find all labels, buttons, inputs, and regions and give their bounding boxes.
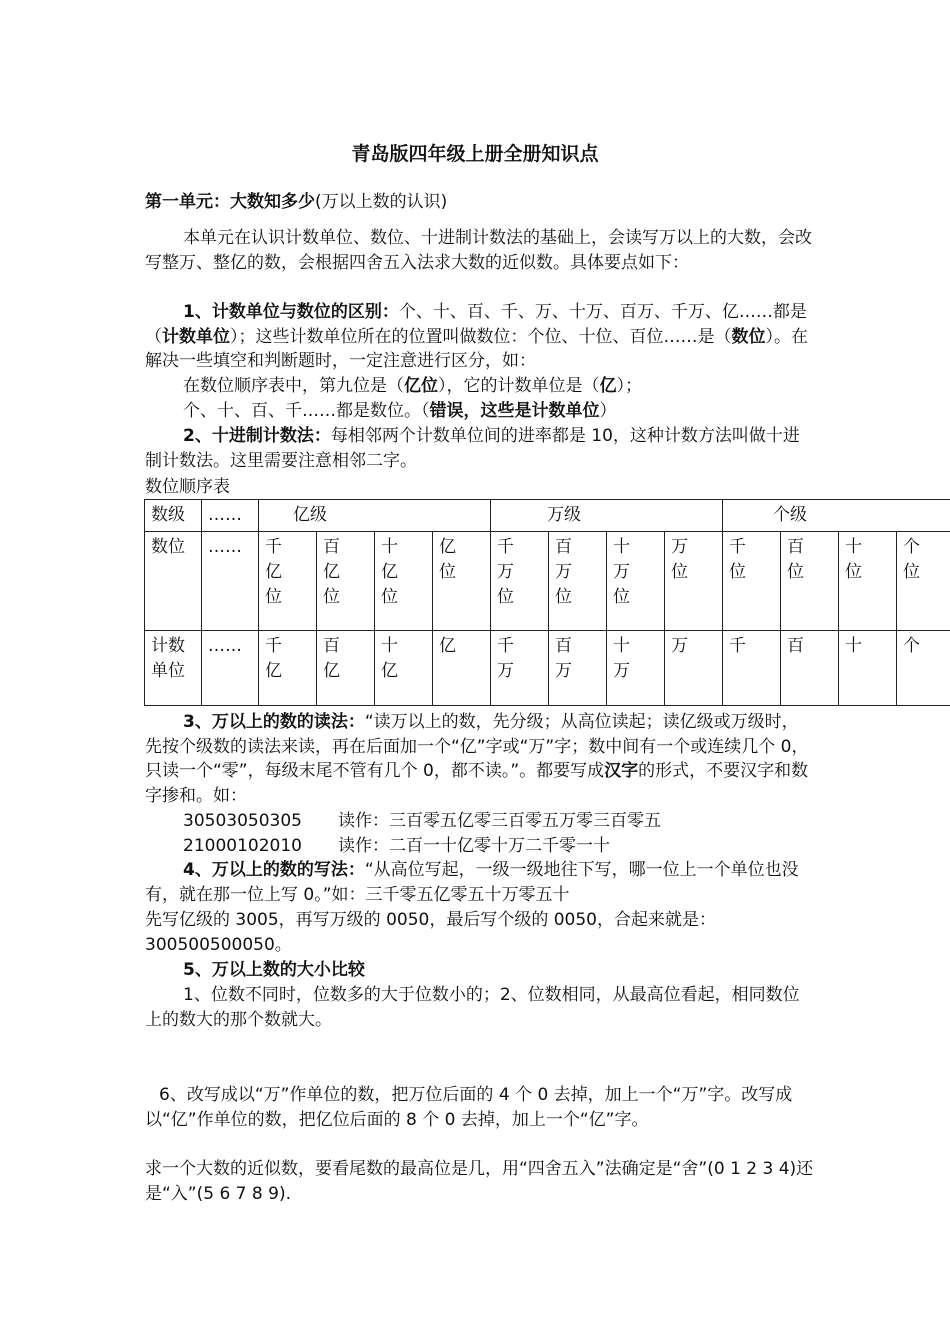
table-cell (781, 631, 839, 706)
point-7-paragraph: 求一个大数的近似数，要看尾数的最高位是几，用“四舍五入”法确定是“舍”(0 1 2 3 4)还是“入”(5 6 7 8 9). (145, 1159, 814, 1204)
place-cell-text: 百亿位 (323, 537, 340, 607)
point-4-line-2: 先写亿级的 3005，再写万级的 0050，最后写个级的 0050，合起来就是： (145, 910, 717, 930)
table-cell (781, 532, 839, 631)
table-cell (723, 532, 781, 631)
place-cell-text: 百万位 (555, 537, 572, 607)
point-1-text-a: 个、十、百、千、万、十万、百万、千万、亿……都是（ (145, 302, 807, 347)
example-2 (183, 399, 617, 424)
place-cell-text: 十亿位 (381, 537, 398, 607)
place-cell-text: 千位 (729, 537, 746, 582)
table-row-places (145, 532, 950, 631)
point-5-title: 5、万以上数的大小比较 (183, 960, 365, 980)
unit-cell-text: 百亿 (323, 636, 340, 681)
table-row-levels (145, 500, 950, 532)
example-1-d: 亿 (599, 376, 617, 396)
table-cell (259, 532, 317, 631)
point-2-text: 每相邻两个计数单位间的进率都是 10，这种计数方法叫做十进制计数法。这里需要注意相邻二字。 (145, 426, 800, 471)
place-cell-text: 十位 (845, 537, 862, 582)
table-cell (433, 532, 491, 631)
example-2-c: ） (599, 401, 617, 421)
read-example-1 (183, 809, 661, 834)
place-value-table (144, 499, 950, 706)
point-4-line-3: 300500500050。 (145, 935, 292, 955)
table-cell (317, 631, 375, 706)
table-cell (375, 532, 433, 631)
point-1-bold-place: 数位 (731, 326, 766, 347)
point-1-paragraph (145, 300, 815, 374)
unit-cell-text: 万 (671, 636, 688, 656)
unit-cell-text: 十 (845, 636, 862, 656)
table-caption: 数位顺序表 (145, 477, 230, 497)
table-cell (723, 631, 781, 706)
place-cell-text: 百位 (787, 537, 804, 582)
example-2-a: 个、十、百、千……都是数位。（ (183, 401, 430, 421)
cell-level-wan: 万级 (491, 500, 723, 532)
unit-heading-bold: 第一单元：大数知多少 (145, 192, 315, 212)
unit-cell-text: 千万 (497, 636, 514, 681)
cell-units-dots: …… (202, 631, 259, 706)
table-cell (607, 532, 665, 631)
table-cell (665, 532, 723, 631)
cell-level-yi: 亿级 (259, 500, 491, 532)
unit-cell-text: 个 (903, 636, 920, 656)
cell-places-dots: …… (202, 532, 259, 631)
cell-levels-label: 数级 (145, 500, 202, 532)
read-example-2 (183, 834, 610, 859)
table-row-units (145, 631, 950, 706)
table-cell (549, 532, 607, 631)
unit-cell-text: 千 (729, 636, 746, 656)
unit-heading (145, 187, 447, 212)
example-1-e: ）； (616, 376, 642, 396)
place-cell-text: 千万位 (497, 537, 514, 607)
unit-cell-text: 十万 (613, 636, 630, 681)
table-cell (433, 631, 491, 706)
unit-cell-text: 十亿 (381, 636, 398, 681)
cell-places-label: 数位 (145, 532, 202, 631)
point-5-paragraph: 1、位数不同时，位数多的大于位数小的；2、位数相同，从最高位看起，相同数位上的数大的那个数就大。 (145, 985, 800, 1030)
unit-cell-text: 千亿 (265, 636, 282, 681)
table-cell (317, 532, 375, 631)
table-cell (897, 631, 950, 706)
read-example-1-text: 读作：三百零五亿零三百零五万零三百零五 (338, 811, 661, 831)
units-label-text: 计数单位 (151, 636, 185, 681)
unit-heading-rest: (万以上数的认识) (315, 192, 448, 212)
table-cell (897, 532, 950, 631)
table-cell (491, 532, 549, 631)
example-1 (183, 374, 642, 399)
read-example-2-number: 21000102010 (183, 836, 302, 856)
place-cell-text: 万位 (671, 537, 688, 582)
table-cell (375, 631, 433, 706)
point-3-text-bold: 汉字 (604, 761, 639, 781)
read-example-1-number: 30503050305 (183, 811, 302, 831)
table-cell (839, 631, 897, 706)
point-4-paragraph (145, 858, 815, 907)
place-cell-text: 个位 (903, 537, 920, 582)
cell-level-ge: 个级 (723, 500, 950, 532)
unit-cell-text: 百 (787, 636, 804, 656)
point-1-title: 1、计数单位与数位的区别： (183, 302, 399, 322)
point-3-text-a: “读万以上的数，先分级；从高位读起；读亿级或万级时，先按个级数的读法来读，再在后面加一个“亿”字或“万”字；数中间有一个或连续几个 0，只读一个“零”，每级末尾不管有几个 0，都不读。”。都要写成 (145, 712, 809, 781)
intro-paragraph: 本单元在认识计数单位、数位、十进制计数法的基础上，会读写万以上的大数，会改写整万、整亿的数，会根据四舍五入法求大数的近似数。具体要点如下： (145, 228, 812, 273)
table-cell (839, 532, 897, 631)
place-cell-text: 亿位 (439, 537, 456, 582)
point-4-title: 4、万以上的数的写法： (183, 860, 365, 880)
point-2-paragraph (145, 424, 815, 473)
example-1-a: 在数位顺序表中，第九位是（ (183, 376, 404, 396)
table-cell (491, 631, 549, 706)
point-3-text-c: 的形式，不要汉字和数字掺和。如： (145, 761, 809, 806)
point-3-paragraph (145, 710, 815, 808)
cell-units-label (145, 631, 202, 706)
point-2-title: 2、十进制计数法： (183, 426, 331, 446)
point-1-bold-unit: 计数单位 (162, 326, 230, 347)
point-1-text-c: ）；这些计数单位所在的位置叫做数位：个位、十位、百位……是（ (230, 326, 732, 347)
place-cell-text: 十万位 (613, 537, 630, 607)
table-cell (607, 631, 665, 706)
point-6-paragraph: 6、改写成以“万”作单位的数，把万位后面的 4 个 0 去掉，加上一个“万”字。改写成以“亿”作单位的数，把亿位后面的 8 个 0 去掉，加上一个“亿”字。 (145, 1085, 793, 1130)
page-title: 青岛版四年级上册全册知识点 (351, 143, 599, 165)
point-1-text-e: ）。在解决一些填空和判断题时，一定注意进行区分，如： (145, 326, 808, 371)
table-cell (259, 631, 317, 706)
point-3-title: 3、万以上的数的读法： (183, 712, 365, 732)
table-cell (549, 631, 607, 706)
example-1-b: 亿位 (404, 376, 438, 396)
unit-cell-text: 亿 (439, 636, 456, 656)
example-2-b: 错误，这些是计数单位 (429, 401, 600, 421)
point-4-text: “从高位写起，一级一级地往下写，哪一位上一个单位也没有，就在那一位上写 0。”如：三千零五亿零五十万零五十 (145, 860, 799, 905)
unit-cell-text: 百万 (555, 636, 572, 681)
cell-levels-dots: …… (202, 500, 259, 532)
example-1-c: ），它的计数单位是（ (438, 376, 600, 396)
place-cell-text: 千亿位 (265, 537, 282, 607)
table-cell (665, 631, 723, 706)
read-example-2-text: 读作：二百一十亿零十万二千零一十 (338, 836, 610, 856)
